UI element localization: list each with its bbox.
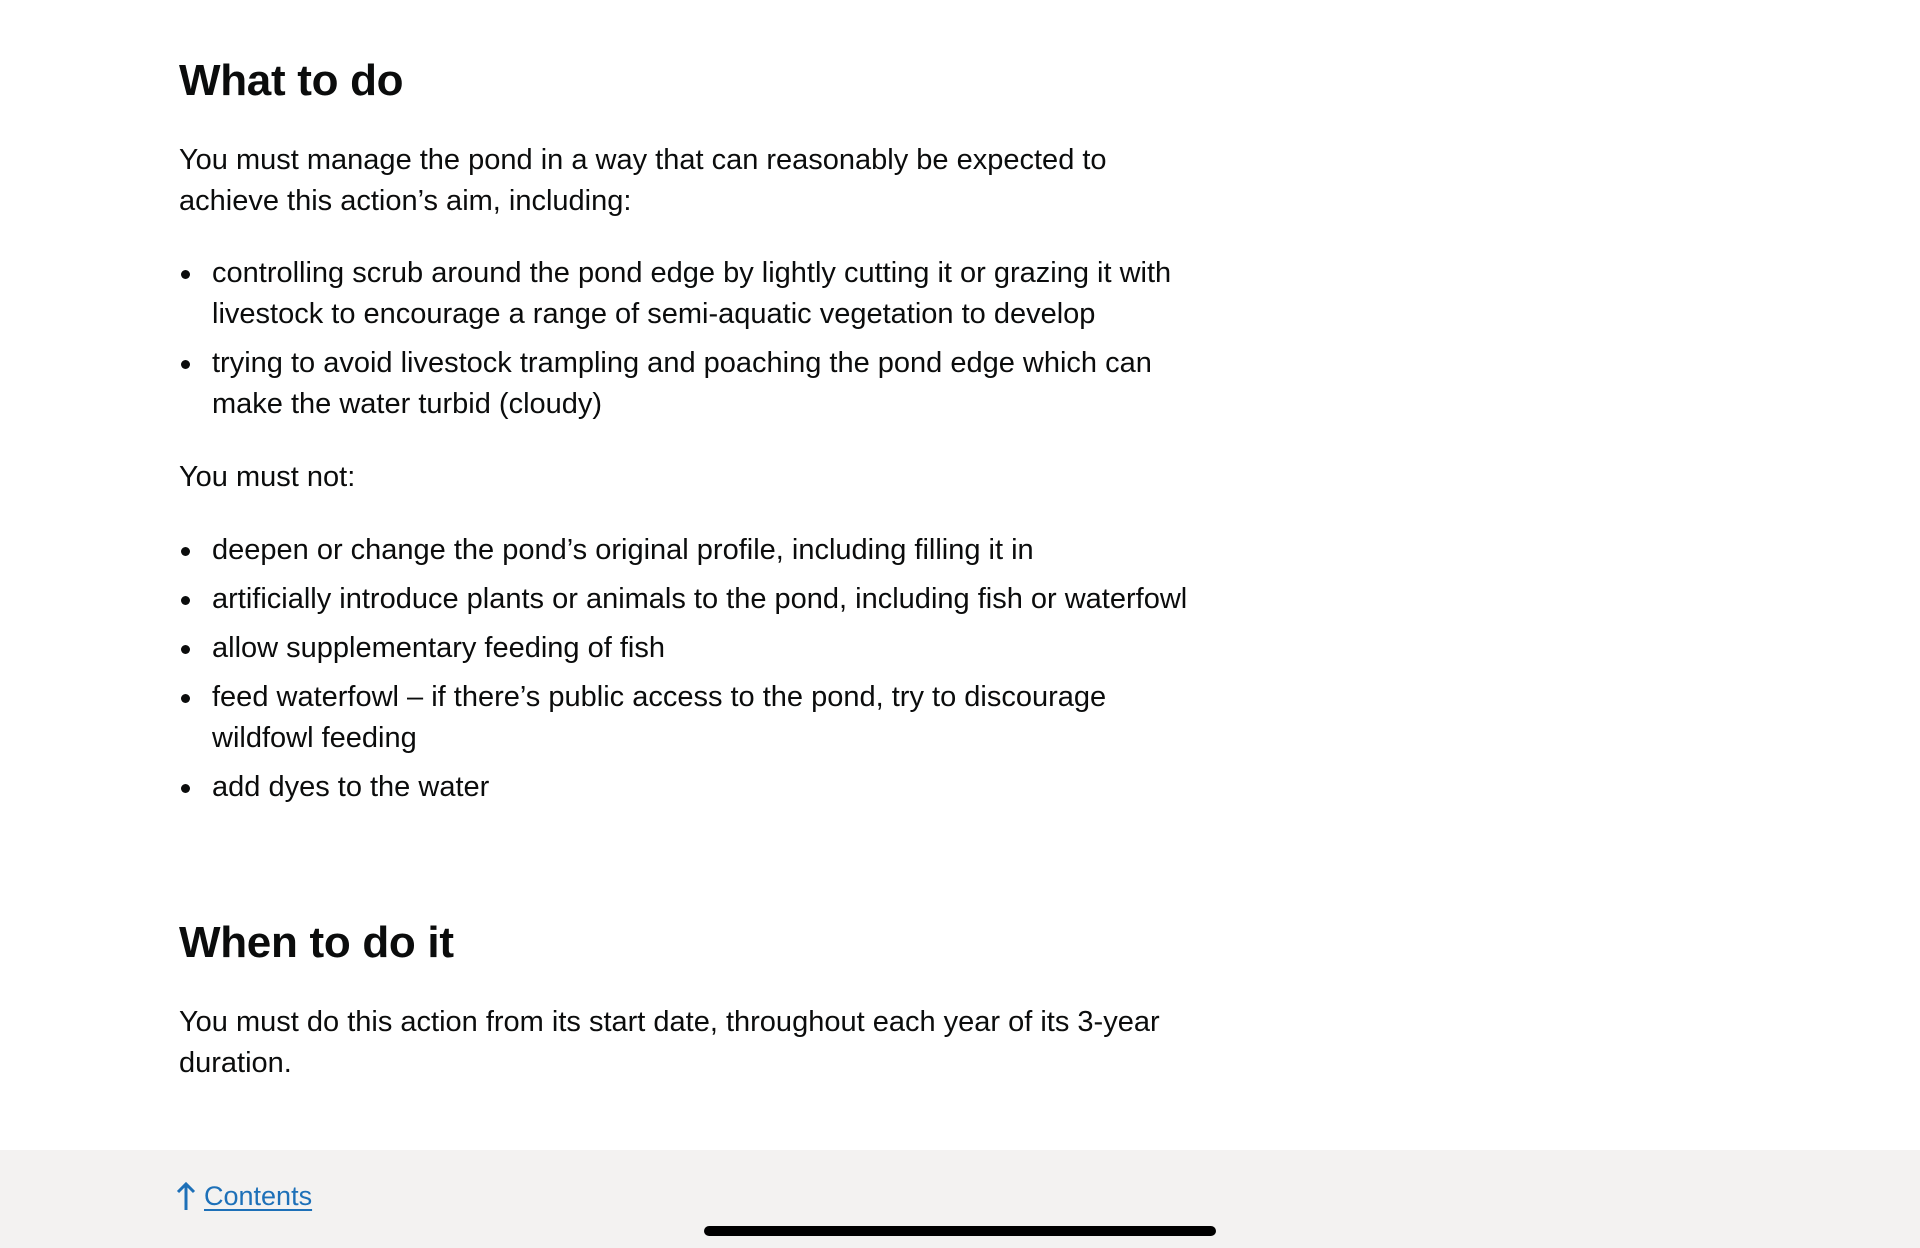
list-item: trying to avoid livestock trampling and poaching the pond edge which can make the water turbid (cloudy)	[179, 343, 1199, 425]
must-do-list	[179, 253, 1199, 433]
contents-link-label[interactable]: Contents	[204, 1181, 313, 1211]
list-item: deepen or change the pond’s original profile, including filling it in	[179, 530, 1199, 571]
when-to-do-it-body: You must do this action from its start date, throughout each year of its 3-year duration.	[179, 1006, 1160, 1079]
list-item: allow supplementary feeding of fish	[179, 628, 1199, 669]
must-not-intro: You must not:	[179, 461, 356, 493]
list-item: add dyes to the water	[179, 767, 1199, 808]
heading-when-to-do-it: When to do it	[179, 918, 454, 967]
list-item: artificially introduce plants or animals to the pond, including fish or waterfowl	[179, 579, 1199, 620]
home-indicator[interactable]	[704, 1226, 1216, 1236]
heading-what-to-do: What to do	[179, 56, 404, 105]
what-to-do-intro: You must manage the pond in a way that can reasonably be expected to achieve this action’s aim, including:	[179, 144, 1107, 217]
arrow-up-icon	[176, 1182, 196, 1212]
must-not-list	[179, 530, 1199, 816]
list-item: controlling scrub around the pond edge by lightly cutting it or grazing it with livestock to encourage a range of semi-aquatic vegetation to develop	[179, 253, 1199, 335]
contents-link[interactable]	[176, 1181, 312, 1212]
list-item: feed waterfowl – if there’s public access to the pond, try to discourage wildfowl feeding	[179, 677, 1199, 759]
